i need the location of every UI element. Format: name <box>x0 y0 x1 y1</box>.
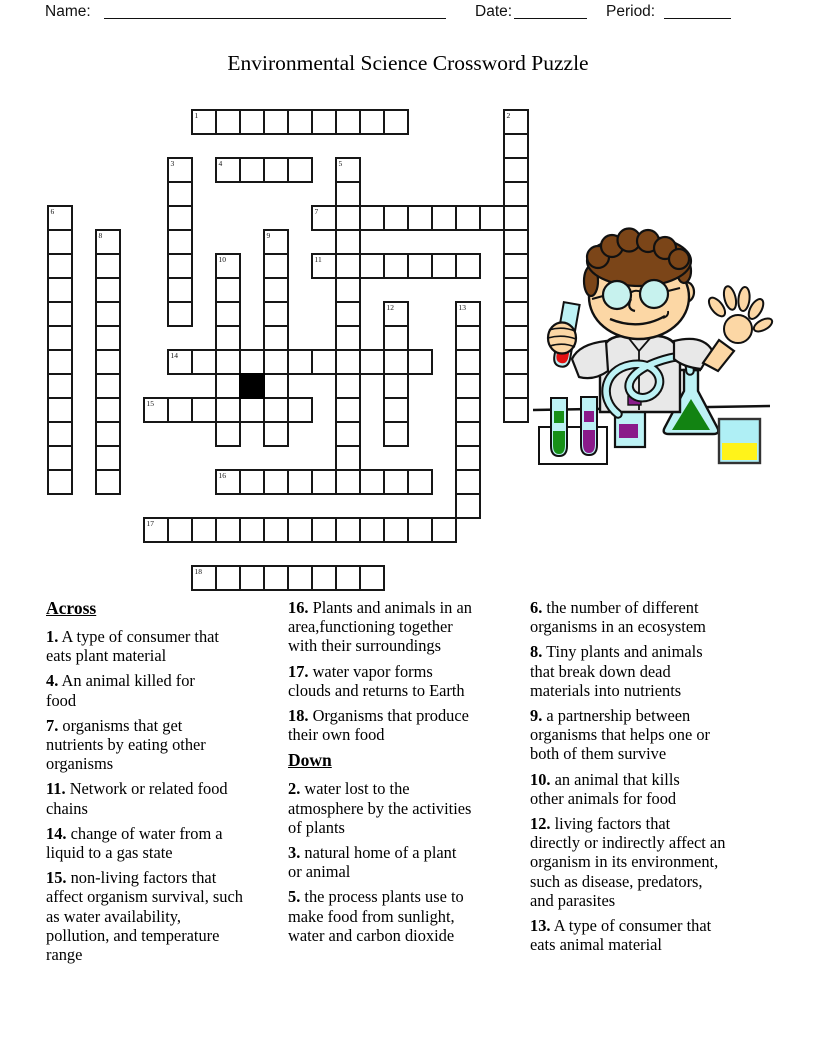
date-blank-line[interactable] <box>514 18 587 19</box>
grid-cell[interactable] <box>263 421 289 447</box>
grid-cell[interactable] <box>431 253 457 279</box>
clue-17: 17. water vapor forms clouds and returns to Earth <box>288 661 465 700</box>
grid-cell[interactable] <box>335 373 361 399</box>
grid-cell[interactable] <box>335 229 361 255</box>
grid-cell[interactable] <box>215 253 241 279</box>
grid-cell[interactable] <box>95 421 121 447</box>
page-title: Environmental Science Crossword Puzzle <box>227 51 589 75</box>
grid-cell[interactable] <box>239 109 265 135</box>
grid-cell[interactable] <box>335 181 361 207</box>
grid-cell[interactable] <box>47 445 73 471</box>
grid-cell[interactable] <box>263 397 289 423</box>
grid-cell[interactable] <box>479 205 505 231</box>
grid-cell[interactable] <box>455 205 481 231</box>
grid-cell[interactable] <box>215 277 241 303</box>
grid-cell[interactable] <box>47 325 73 351</box>
grid-cell[interactable] <box>335 517 361 543</box>
grid-cell[interactable] <box>503 325 529 351</box>
grid-cell[interactable] <box>383 517 409 543</box>
grid-cell[interactable] <box>167 157 193 183</box>
grid-cell[interactable] <box>191 517 217 543</box>
clue-11: 11. Network or related food chains <box>46 779 228 818</box>
grid-cell[interactable] <box>455 445 481 471</box>
grid-cell[interactable] <box>263 469 289 495</box>
grid-cell[interactable] <box>503 301 529 327</box>
grid-cell[interactable] <box>263 301 289 327</box>
clue-12: 12. living factors that directly or indirectly affect an organism in its environment, such as disease, predators, and parasites <box>530 814 726 910</box>
clues-column-3 <box>530 598 782 960</box>
grid-cell[interactable] <box>215 301 241 327</box>
grid-cell[interactable] <box>215 565 241 591</box>
grid-cell[interactable] <box>239 517 265 543</box>
grid-cell[interactable] <box>191 397 217 423</box>
grid-cell[interactable] <box>215 397 241 423</box>
grid-cell[interactable] <box>263 517 289 543</box>
date-label: Date: <box>475 3 513 20</box>
grid-cell[interactable] <box>503 181 529 207</box>
clue-5: 5. the process plants use to make food from sunlight, water and carbon dioxide <box>288 887 464 945</box>
grid-cell[interactable] <box>95 349 121 375</box>
grid-cell[interactable] <box>167 229 193 255</box>
grid-cell[interactable] <box>167 277 193 303</box>
grid-cell[interactable] <box>143 517 169 543</box>
grid-cell[interactable] <box>191 565 217 591</box>
grid-cell[interactable] <box>335 205 361 231</box>
across-heading: Across <box>46 598 97 618</box>
grid-cell[interactable] <box>503 157 529 183</box>
grid-cell[interactable] <box>407 205 433 231</box>
grid-cell[interactable] <box>167 253 193 279</box>
cell-number: 16 <box>218 471 226 480</box>
grid-cell[interactable] <box>167 397 193 423</box>
grid-cell[interactable] <box>239 469 265 495</box>
grid-cell[interactable] <box>47 349 73 375</box>
grid-cell[interactable] <box>263 373 289 399</box>
grid-cell[interactable] <box>335 325 361 351</box>
grid-cell[interactable] <box>287 565 313 591</box>
grid-cell[interactable] <box>407 349 433 375</box>
grid-cell[interactable] <box>167 181 193 207</box>
grid-cell[interactable] <box>503 205 529 231</box>
grid-cell[interactable] <box>311 109 337 135</box>
grid-cell[interactable] <box>383 205 409 231</box>
grid-cell[interactable] <box>47 277 73 303</box>
grid-cell[interactable] <box>47 373 73 399</box>
cell-number: 8 <box>98 231 103 240</box>
grid-cell[interactable] <box>95 469 121 495</box>
grid-cell[interactable] <box>287 397 313 423</box>
grid-cell[interactable] <box>167 349 193 375</box>
cell-number: 6 <box>50 207 55 216</box>
grid-cell[interactable] <box>503 373 529 399</box>
grid-cell[interactable] <box>47 397 73 423</box>
grid-cell[interactable] <box>287 517 313 543</box>
grid-cell[interactable] <box>239 397 265 423</box>
grid-cell[interactable] <box>383 469 409 495</box>
grid-cell[interactable] <box>95 301 121 327</box>
clue-18: 18. Organisms that produce their own food <box>288 706 469 745</box>
grid-cell[interactable] <box>263 565 289 591</box>
period-label: Period: <box>606 3 656 20</box>
grid-cell[interactable] <box>215 469 241 495</box>
grid-cell[interactable] <box>503 397 529 423</box>
grid-cell[interactable] <box>455 421 481 447</box>
grid-cell[interactable] <box>95 373 121 399</box>
cell-number: 13 <box>458 303 466 312</box>
grid-cell[interactable] <box>239 349 265 375</box>
grid-cell[interactable] <box>215 349 241 375</box>
grid-cell[interactable] <box>95 253 121 279</box>
grid-cell[interactable] <box>287 157 313 183</box>
grid-cell[interactable] <box>359 253 385 279</box>
grid-cell[interactable] <box>359 565 385 591</box>
cell-number: 9 <box>266 231 271 240</box>
grid-cell[interactable] <box>215 109 241 135</box>
cell-number: 12 <box>386 303 394 312</box>
grid-cell[interactable] <box>455 373 481 399</box>
grid-cell[interactable] <box>359 205 385 231</box>
cell-number: 2 <box>506 111 511 120</box>
name-blank-line[interactable] <box>104 18 446 19</box>
grid-cell[interactable] <box>95 229 121 255</box>
grid-cell[interactable] <box>407 469 433 495</box>
grid-cell[interactable] <box>215 421 241 447</box>
grid-cell[interactable] <box>215 325 241 351</box>
cell-number: 17 <box>146 519 154 528</box>
grid-cell[interactable] <box>47 253 73 279</box>
cell-number: 11 <box>314 255 322 264</box>
grid-cell[interactable] <box>335 397 361 423</box>
grid-cell[interactable] <box>335 445 361 471</box>
name-label: Name: <box>45 3 91 20</box>
grid-cell[interactable] <box>383 421 409 447</box>
grid-cell[interactable] <box>167 301 193 327</box>
grid-cell[interactable] <box>383 301 409 327</box>
grid-cell[interactable] <box>335 349 361 375</box>
cell-number: 1 <box>194 111 199 120</box>
grid-cell[interactable] <box>383 397 409 423</box>
down-heading: Down <box>288 750 332 771</box>
grid-cell[interactable] <box>191 349 217 375</box>
grid-cell[interactable] <box>503 253 529 279</box>
grid-cell[interactable] <box>335 253 361 279</box>
grid-cell[interactable] <box>503 349 529 375</box>
grid-cell[interactable] <box>335 301 361 327</box>
clues-column-2 <box>288 598 524 951</box>
clues-column-1 <box>46 598 288 970</box>
grid-cell[interactable] <box>263 349 289 375</box>
clue-7: 7. organisms that get nutrients by eating other organisms <box>46 715 206 774</box>
grid-cell[interactable] <box>215 157 241 183</box>
scientist-illustration <box>528 222 780 488</box>
period-blank-line[interactable] <box>664 18 731 19</box>
clue-10: 10. an animal that kills other animals for food <box>530 769 680 808</box>
grid-cell[interactable] <box>311 517 337 543</box>
grid-cell[interactable] <box>431 517 457 543</box>
grid-cell[interactable] <box>287 469 313 495</box>
grid-cell[interactable] <box>335 469 361 495</box>
clue-16: 16. Plants and animals in an area,functioning together with their surroundings <box>288 598 472 656</box>
grid-cell[interactable] <box>359 469 385 495</box>
grid-cell[interactable] <box>95 397 121 423</box>
grid-cell[interactable] <box>455 397 481 423</box>
grid-cell[interactable] <box>503 109 529 135</box>
grid-cell[interactable] <box>47 421 73 447</box>
grid-cell[interactable] <box>335 421 361 447</box>
grid-cell[interactable] <box>167 517 193 543</box>
grid-cell[interactable] <box>47 229 73 255</box>
grid-cell[interactable] <box>407 517 433 543</box>
clue-9: 9. a partnership between organisms that helps one or both of them survive <box>530 706 710 764</box>
grid-cell[interactable] <box>359 109 385 135</box>
grid-cell[interactable] <box>311 349 337 375</box>
clue-8: 8. Tiny plants and animals that break down dead materials into nutrients <box>530 642 703 700</box>
grid-cell[interactable] <box>503 277 529 303</box>
grid-cell[interactable] <box>335 109 361 135</box>
grid-cell[interactable] <box>95 325 121 351</box>
grid-cell[interactable] <box>263 277 289 303</box>
clue-2: 2. water lost to the atmosphere by the activities of plants <box>288 779 472 837</box>
grid-cell[interactable] <box>95 445 121 471</box>
clue-6: 6. the number of different organisms in an ecosystem <box>530 598 706 637</box>
cell-number: 4 <box>218 159 223 168</box>
grid-cell[interactable] <box>143 397 169 423</box>
waving-hand <box>706 285 774 343</box>
grid-cell[interactable] <box>311 205 337 231</box>
cell-number: 10 <box>218 255 226 264</box>
clue-13: 13. A type of consumer that eats animal material <box>530 916 712 955</box>
grid-cell[interactable] <box>335 157 361 183</box>
grid-cell[interactable] <box>335 565 361 591</box>
grid-cell[interactable] <box>383 109 409 135</box>
clue-3: 3. natural home of a plant or animal <box>288 843 457 882</box>
grid-cell[interactable] <box>359 517 385 543</box>
grid-cell[interactable] <box>311 469 337 495</box>
grid-cell[interactable] <box>47 301 73 327</box>
grid-cell[interactable] <box>383 325 409 351</box>
cell-number: 3 <box>170 159 175 168</box>
grid-cell[interactable] <box>287 349 313 375</box>
grid-cell[interactable] <box>503 229 529 255</box>
cell-number: 7 <box>314 207 319 216</box>
cell-number: 15 <box>146 399 154 408</box>
grid-cell[interactable] <box>311 253 337 279</box>
grid-cell[interactable] <box>263 229 289 255</box>
grid-cell[interactable] <box>263 157 289 183</box>
grid-cell[interactable] <box>47 205 73 231</box>
grid-cell[interactable] <box>383 349 409 375</box>
grid-cell[interactable] <box>407 253 433 279</box>
grid-cell[interactable] <box>167 205 193 231</box>
clue-15: 15. non-living factors that affect organism survival, such as water availability, pollution, and temperature range <box>46 868 243 965</box>
clue-14: 14. change of water from a liquid to a gas state <box>46 823 223 863</box>
grid-cell[interactable] <box>455 493 481 519</box>
cell-number: 18 <box>194 567 202 576</box>
grid-cell[interactable] <box>47 469 73 495</box>
clue-4: 4. An animal killed for food <box>46 671 195 710</box>
grid-cell[interactable] <box>95 277 121 303</box>
grid-cell[interactable] <box>455 349 481 375</box>
grid-cell[interactable] <box>455 301 481 327</box>
grid-cell[interactable] <box>431 205 457 231</box>
grid-cell[interactable] <box>311 565 337 591</box>
clue-1: 1. A type of consumer that eats plant material <box>46 627 219 666</box>
grid-cell[interactable] <box>383 373 409 399</box>
cell-number: 5 <box>338 159 343 168</box>
grid-cell[interactable] <box>239 157 265 183</box>
grid-cell[interactable] <box>455 469 481 495</box>
cell-number: 14 <box>170 351 178 360</box>
grid-cell[interactable] <box>215 517 241 543</box>
grid-cell[interactable] <box>239 565 265 591</box>
grid-cell[interactable] <box>263 253 289 279</box>
grid-cell[interactable] <box>215 373 241 399</box>
grid-cell[interactable] <box>455 325 481 351</box>
grid-cell[interactable] <box>503 133 529 159</box>
grid-cell[interactable] <box>383 253 409 279</box>
blocked-cell <box>239 373 265 399</box>
grid-cell[interactable] <box>455 253 481 279</box>
grid-cell[interactable] <box>287 109 313 135</box>
grid-cell[interactable] <box>335 277 361 303</box>
grid-cell[interactable] <box>359 349 385 375</box>
grid-cell[interactable] <box>263 109 289 135</box>
grid-cell[interactable] <box>263 325 289 351</box>
grid-cell[interactable] <box>191 109 217 135</box>
